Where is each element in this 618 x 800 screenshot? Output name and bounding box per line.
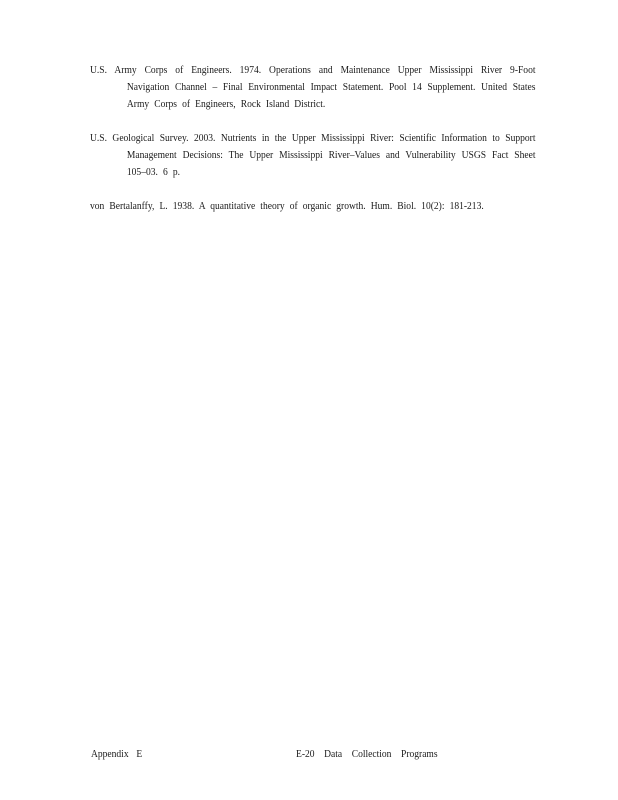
footer-section-title: Data Collection Programs [324, 749, 438, 760]
reference-entry: U.S. Geological Survey. 2003. Nutrients in the Upper Mississippi River: Scientific Information to Support Management Decisions: The Upper Mississippi River–Values and Vulnerability USGS Fact Sheet 105–03. 6 p. [90, 133, 536, 178]
reference-list [90, 62, 536, 232]
footer-page-number: E-20 [296, 749, 315, 760]
footer-page-info [296, 748, 438, 762]
footer-appendix-label: Appendix E [91, 749, 143, 760]
reference-entry: von Bertalanffy, L. 1938. A quantitative theory of organic growth. Hum. Biol. 10(2): 181-213. [90, 201, 484, 212]
reference-entry: U.S. Army Corps of Engineers. 1974. Operations and Maintenance Upper Mississippi River 9-Foot Navigation Channel – Final Environmental Impact Statement. Pool 14 Supplement. United States Army Corps of Engineers, Rock Island District. [90, 65, 536, 110]
